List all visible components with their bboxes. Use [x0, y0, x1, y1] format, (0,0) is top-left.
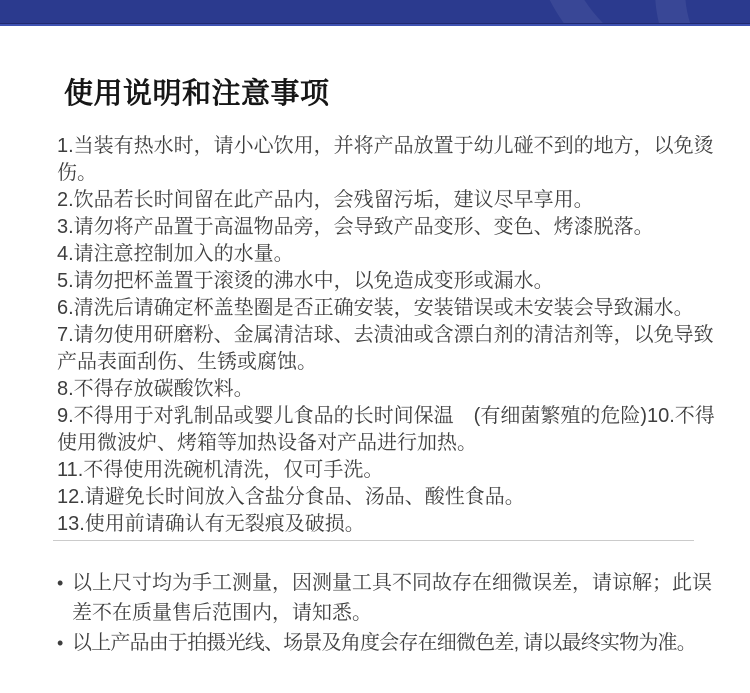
footnote-text: 以上产品由于拍摄光线、场景及角度会存在细微色差, 请以最终实物为准。 — [72, 632, 696, 654]
header-band — [0, 0, 750, 23]
instruction-item-2: 2.饮品若长时间留在此产品内，会残留污垢，建议尽早享用。 — [57, 189, 594, 211]
page-title: 使用说明和注意事项 — [64, 78, 330, 110]
divider — [53, 540, 694, 541]
footnote-text: 以上尺寸均为手工测量，因测量工具不同故存在细微误差，请谅解；此误差不在质量售后范围内，请知悉。 — [72, 572, 712, 624]
instruction-item-12: 12.请避免长时间放入含盐分食品、汤品、酸性食品。 — [57, 486, 525, 508]
footnote-item-1 — [57, 568, 719, 628]
bullet-icon: • — [57, 633, 64, 653]
decor-ring-icon — [655, 0, 750, 23]
footnote-list — [57, 568, 719, 658]
instruction-item-5: 5.请勿把杯盖置于滚烫的沸水中，以免造成变形或漏水。 — [57, 270, 554, 292]
instruction-item-3: 3.请勿将产品置于高温物品旁，会导致产品变形、变色、烤漆脱落。 — [57, 216, 654, 238]
instruction-item-8: 8.不得存放碳酸饮料。 — [57, 378, 254, 400]
content-area — [0, 26, 750, 658]
instruction-item-1: 1.当装有热水时，请小心饮用，并将产品放置于幼儿碰不到的地方，以免烫伤。 — [57, 135, 714, 184]
footnote-item-2 — [57, 628, 719, 658]
bullet-icon: • — [57, 573, 64, 593]
instruction-item-11: 11.不得使用洗碗机清洗，仅可手洗。 — [57, 459, 384, 481]
instruction-list — [57, 133, 717, 538]
instruction-item-13: 13.使用前请确认有无裂痕及破损。 — [57, 513, 365, 535]
instruction-item-7: 7.请勿使用研磨粉、金属清洁球、去渍油或含漂白剂的清洁剂等，以免导致产品表面刮伤、生锈或腐蚀。 — [57, 324, 714, 373]
instruction-item-6: 6.清洗后请确定杯盖垫圈是否正确安装，安装错误或未安装会导致漏水。 — [57, 297, 694, 319]
instruction-item-4: 4.请注意控制加入的水量。 — [57, 243, 294, 265]
instruction-item-9-10: 9.不得用于对乳制品或婴儿食品的长时间保温 (有细菌繁殖的危险)10.不得使用微波炉、烤箱等加热设备对产品进行加热。 — [57, 405, 715, 454]
